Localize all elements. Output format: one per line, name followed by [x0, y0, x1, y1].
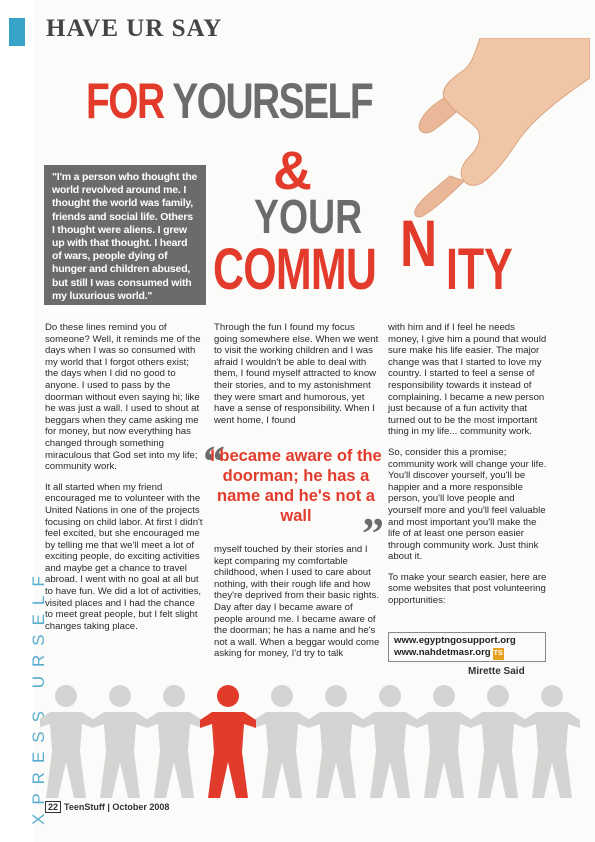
author-byline: Mirette Said: [468, 666, 525, 677]
pull-quote-open-mark: “: [203, 437, 225, 486]
title-word-commu: COMMU: [213, 237, 377, 302]
paragraph: So, consider this a promise; community work will change your life. You'll discover yourself, you'll be happier and a more responsible person, you'll love people and yourself more and you'll feel valuable and most important you'll make the life of at least one person easier through community work. Just think about it.: [388, 446, 547, 563]
publication-info: TeenStuff | October 2008: [64, 802, 170, 812]
title-word-ity: ITY: [446, 237, 513, 302]
title-ampersand: &: [273, 141, 312, 201]
page-footer: [45, 801, 169, 813]
vertical-section-label: [3, 515, 48, 825]
title-word-yourself: YOURSELF: [163, 73, 373, 129]
intro-quote-box: "I'm a person who thought the world revolved around me. I thought the world was family, friends and social life. Others I thought were aliens. I grew up with that thought. I heard of wars, people dying of hunger and children abused, but still I was consumed with my luxurious world.": [44, 165, 206, 305]
article-column-2-bottom: [214, 544, 380, 669]
end-mark-badge: TS: [493, 648, 504, 660]
section-header: HAVE UR SAY: [46, 15, 223, 42]
paragraph: Do these lines remind you of someone? Well, it reminds me of the days when I was so consumed with my world that I forgot others exist; the days when I did no good to anyone. I used to pass by the doorman without even saying hi; like he was just a wall. I used to shout at beggars when they came asking me for money, but now everything has changed through something miraculous that God set into my life; community work.: [45, 322, 201, 473]
paper-doll-chain-illustration: [40, 682, 580, 800]
title-word-for: FOR: [86, 73, 164, 129]
websites-box: [388, 632, 546, 662]
paragraph: with him and if I feel he needs money, I give him a pound that would sure make his life easier. The major change was that I started to love my country. I started to feel a sense of responsibility towards it instead of complaining. I became a new person just because of a fun activity that turned out to be the most important thing in my life... community work.: [388, 322, 547, 438]
website-link-2: [394, 647, 540, 660]
section-color-tab: [9, 18, 25, 46]
paragraph: Through the fun I found my focus going somewhere else. When we went to visit the working children and I was afraid I wouldn't be able to deal with them, I found myself attracted to know their stories, and to my astonishment they were smart and humorous, yet have a sense of responsibility. When I went home, I found: [214, 322, 379, 426]
paragraph: It all started when my friend encouraged me to volunteer with the United Nations in one of the projects focusing on child labor. At first I didn't feel excited, but she encouraged me by telling me that we'll meet a lot of exciting people, do exciting activities and maybe get a chance to travel abroad. I went with no goal at all but to have fun. We did a lot of activities, visited places and I had the chance to meet great people, but I felt slight changes taking place.: [45, 481, 203, 632]
article-title-line1: [86, 72, 372, 130]
article-column-3: [388, 322, 548, 616]
vertical-label-text: XPRESS URSELF: [29, 567, 48, 825]
page-number: 22: [45, 801, 61, 813]
article-column-2-top: [214, 322, 380, 435]
website-link-2-text[interactable]: www.nahdetmasr.org: [394, 647, 491, 658]
article-column-1: [45, 322, 203, 641]
hand-illustration: [360, 38, 590, 228]
paragraph: myself touched by their stories and I kept comparing my comfortable childhood, when I used to care about nothing, with their rough life and how they're deprived from their basic rights. Day after day I became aware of people around me. I became aware of the doorman; he has a name and he's not a wall. When a beggar would come asking for money, I'd try to talk: [214, 544, 380, 660]
pull-quote: I became aware of the doorman; he has a name and he's not a wall: [210, 447, 382, 525]
paragraph: To make your search easier, here are some websites that post volunteering opportunities:: [388, 571, 547, 607]
title-letter-n: N: [400, 206, 438, 280]
website-link-1[interactable]: www.egyptngosupport.org: [394, 635, 516, 646]
title-word-your: YOUR: [254, 191, 363, 244]
pull-quote-close-mark: ”: [362, 509, 384, 558]
